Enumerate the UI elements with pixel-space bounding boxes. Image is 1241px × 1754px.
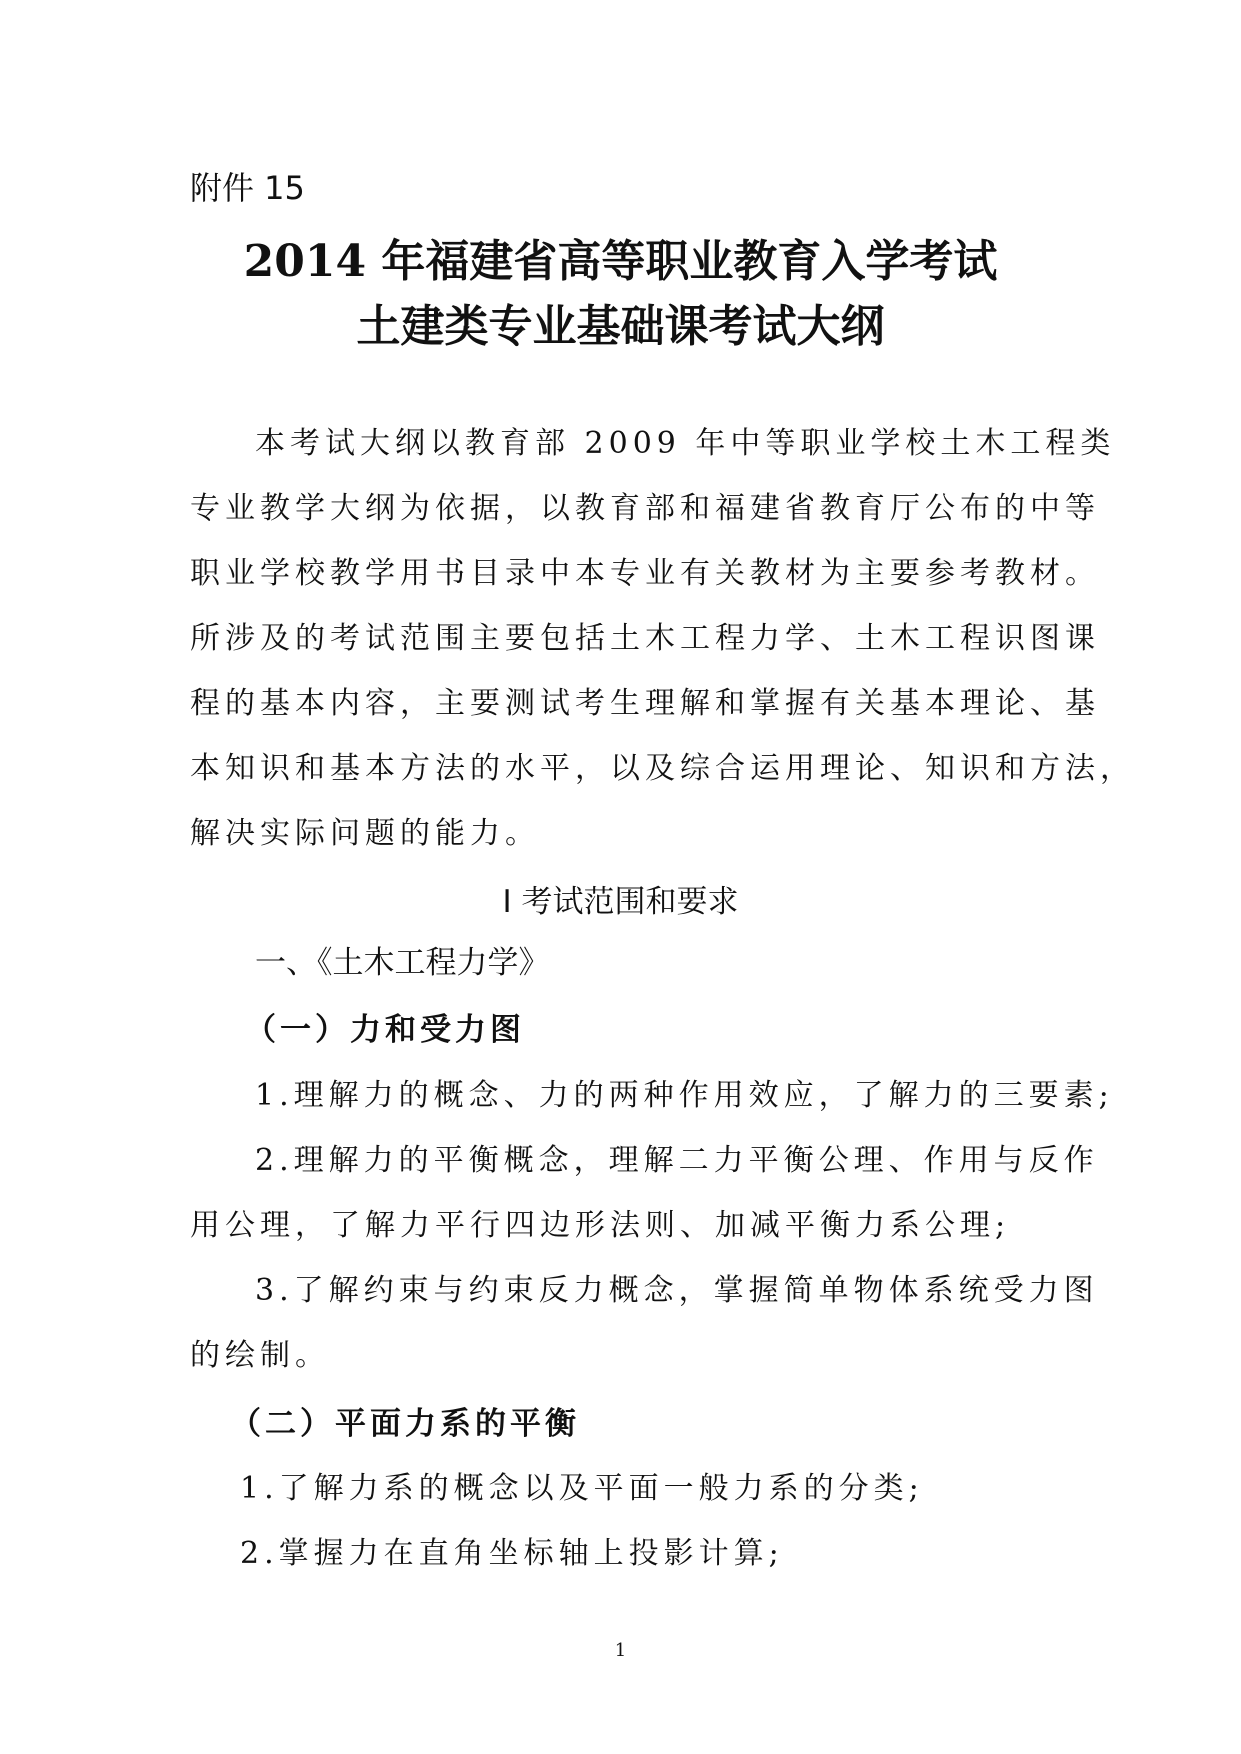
section-heading: Ⅰ 考试范围和要求 xyxy=(502,884,739,920)
intro-line: 本考试大纲以教育部 2009 年中等职业学校土木工程类 xyxy=(255,426,1116,461)
requirement-line: 2.理解力的平衡概念，理解二力平衡公理、作用与反作 xyxy=(255,1143,1099,1178)
intro-line: 解决实际问题的能力。 xyxy=(190,816,540,851)
requirement-line: 1.理解力的概念、力的两种作用效应，了解力的三要素; xyxy=(255,1078,1114,1113)
requirement-line: 的绘制。 xyxy=(190,1338,330,1373)
chapter-heading: 一、《土木工程力学》 xyxy=(255,945,550,981)
document-title-line-1: 2014 年福建省高等职业教育入学考试 xyxy=(243,236,998,287)
requirement-line: 3.了解约束与约束反力概念，掌握简单物体系统受力图 xyxy=(255,1273,1099,1308)
requirement-line: 用公理，了解力平行四边形法则、加减平衡力系公理; xyxy=(190,1208,1011,1243)
intro-line: 专业教学大纲为依据，以教育部和福建省教育厅公布的中等 xyxy=(190,491,1100,526)
page-number: 1 xyxy=(614,1640,627,1661)
subsection-heading: （二）平面力系的平衡 xyxy=(230,1406,580,1442)
intro-line: 职业学校教学用书目录中本专业有关教材为主要参考教材。 xyxy=(190,556,1100,591)
intro-line: 本知识和基本方法的水平，以及综合运用理论、知识和方法， xyxy=(190,751,1135,786)
subsection-heading: （一）力和受力图 xyxy=(245,1012,525,1048)
requirement-line: 2.掌握力在直角坐标轴上投影计算; xyxy=(240,1536,784,1571)
intro-line: 程的基本内容，主要测试考生理解和掌握有关基本理论、基 xyxy=(190,686,1100,721)
document-title-line-2: 土建类专业基础课考试大纲 xyxy=(356,301,885,352)
requirement-line: 1.了解力系的概念以及平面一般力系的分类; xyxy=(240,1471,924,1506)
attachment-label: 附件 15 xyxy=(190,169,305,207)
intro-line: 所涉及的考试范围主要包括土木工程力学、土木工程识图课 xyxy=(190,621,1100,656)
